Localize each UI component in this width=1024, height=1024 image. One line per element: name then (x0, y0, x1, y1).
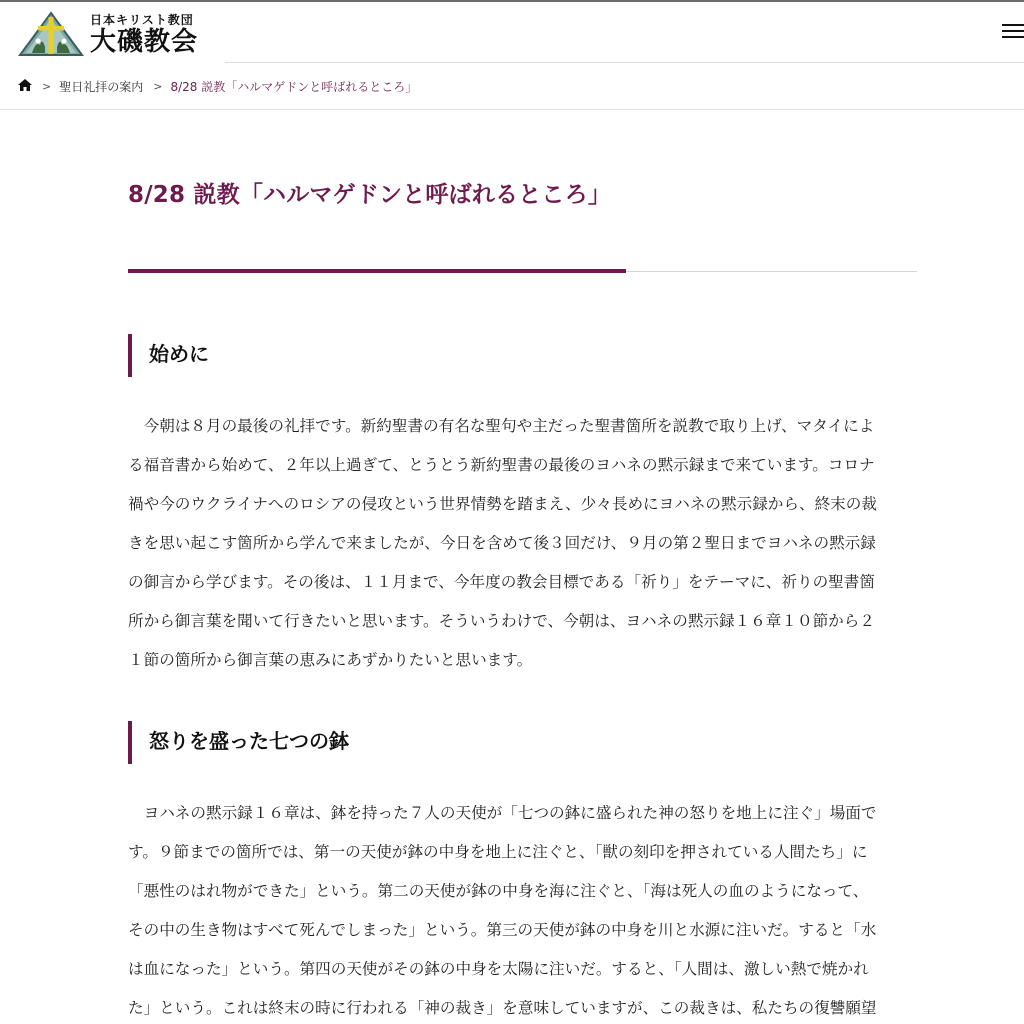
breadcrumb-home[interactable] (18, 79, 32, 94)
paragraph-line: す。９節までの箇所では、第一の天使が鉢の中身を地上に注ぐと、「獣の刻印を押されている人間たち」に (128, 843, 868, 861)
breadcrumb-current: 8/28 説教「ハルマゲドンと呼ばれるところ」 (170, 79, 418, 94)
site-header (0, 2, 1024, 62)
logo-subtitle: 日本キリスト教団 (90, 12, 194, 27)
chevron-right-icon: > (153, 79, 163, 93)
title-rule-accent (128, 269, 626, 273)
paragraph-line: の御言から学びます。その後は、１１月まで、今年度の教会目標である「祈り」をテーマに、祈りの聖書箇 (128, 573, 875, 591)
section-paragraph-intro (128, 407, 918, 680)
home-icon (18, 79, 32, 91)
section-heading-intro: 始めに (128, 334, 209, 377)
hamburger-line (1002, 30, 1024, 32)
paragraph-line: きを思い起こす箇所から学んで来ましたが、今日を含めて後３回だけ、９月の第２聖日までヨハネの黙示録 (128, 534, 876, 552)
paragraph-line: 「悪性のはれ物ができた」という。第二の天使が鉢の中身を海に注ぐと、「海は死人の血のようになって、 (128, 882, 869, 900)
header-divider (225, 62, 1024, 63)
hamburger-menu-icon (1002, 24, 1024, 26)
breadcrumb (18, 76, 417, 96)
paragraph-line: 禍や今のウクライナへのロシアの侵攻という世界情勢を踏まえ、少々長めにヨハネの黙示録から、終末の裁 (128, 495, 877, 513)
logo-title: 大磯教会 (90, 26, 199, 57)
page-title: 8/28 説教「ハルマゲドンと呼ばれるところ」 (128, 182, 612, 208)
paragraph-line: 所から御言葉を聞いて行きたいと思います。そういうわけで、今朝は、ヨハネの黙示録１６章１０節から２ (128, 612, 875, 630)
paragraph-line: ヨハネの黙示録１６章は、鉢を持った７人の天使が「七つの鉢に盛られた神の怒りを地上に注ぐ」場面で (128, 804, 877, 822)
chevron-right-icon: > (42, 79, 52, 93)
paragraph-line: る福音書から始めて、２年以上過ぎて、とうとう新約聖書の最後のヨハネの黙示録まで来ています。コロナ (128, 456, 875, 474)
paragraph-line: た」という。これは終末の時に行われる「神の裁き」を意味していますが、この裁きは、私たちの復讐願望 (128, 999, 877, 1017)
breadcrumb-divider (0, 109, 1024, 110)
paragraph-line: は血になった」という。第四の天使がその鉢の中身を太陽に注いだ。すると、「人間は、激しい熱で焼かれ (128, 960, 869, 978)
hamburger-menu-button[interactable] (1002, 24, 1024, 44)
breadcrumb-item-service-guide[interactable]: 聖日礼拝の案内 (59, 79, 144, 94)
paragraph-line: その中の生き物はすべて死んでしまった」という。第三の天使が鉢の中身を川と水源に注いだ。すると「水 (128, 921, 877, 939)
hamburger-line (1002, 36, 1024, 38)
church-emblem-icon (18, 11, 84, 57)
paragraph-line: 今朝は８月の最後の礼拝です。新約聖書の有名な聖句や主だった聖書箇所を説教で取り上げ、マタイによ (128, 417, 875, 435)
section-heading-seven-bowls: 怒りを盛った七つの鉢 (128, 721, 349, 764)
paragraph-line: １節の箇所から御言葉の恵みにあずかりたいと思います。 (128, 651, 533, 669)
section-paragraph-seven-bowls (128, 794, 918, 1024)
site-logo[interactable] (18, 8, 218, 60)
